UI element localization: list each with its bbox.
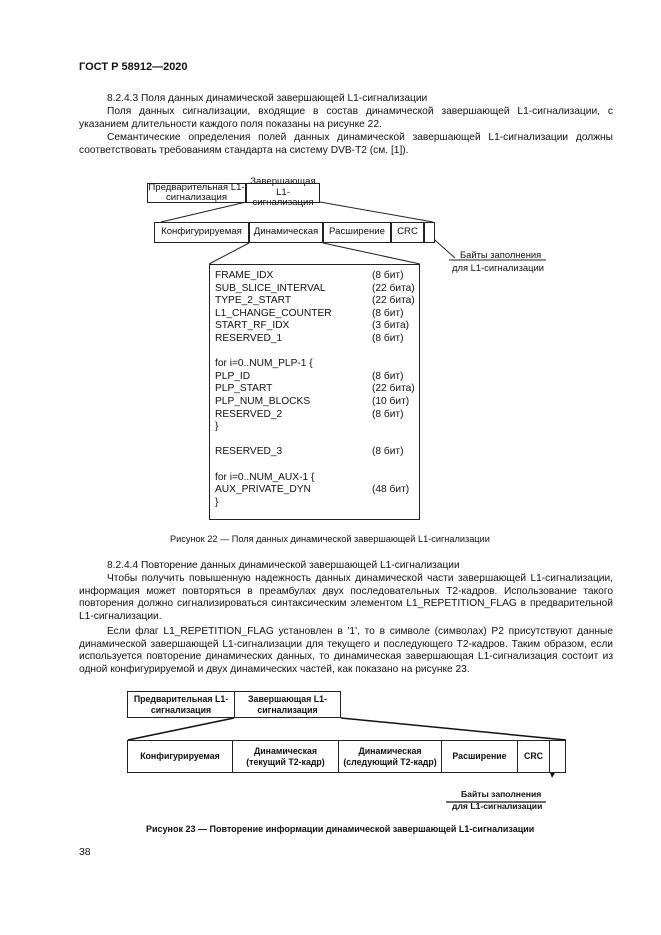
fig22-field-name: }	[215, 496, 219, 508]
fig22-field-name: PLP_NUM_BLOCKS	[215, 396, 311, 407]
fig22-field-bits: (22 бита)	[372, 282, 415, 294]
fig22-field-bits: (8 бит)	[372, 333, 404, 344]
fig23-crc-segment	[517, 740, 550, 773]
fig22-field-bits: (3 бита)	[372, 320, 410, 332]
fig22-field-bits: (10 бит)	[372, 396, 410, 407]
fig23-dynamic-next-segment	[338, 740, 442, 773]
fig23-config-segment	[127, 740, 233, 773]
fig23-crc-label: CRC	[523, 751, 544, 762]
fig22-field-name: for i=0..NUM_PLP-1 {	[215, 358, 313, 370]
fig22-field-name: AUX_PRIVATE_DYN	[215, 484, 311, 496]
fig22-field-name: RESERVED_3	[215, 446, 283, 458]
fig22-field-name: START_RF_IDX	[215, 320, 290, 332]
fig23-dynamic-current-label: Динамическая (текущий Т2-кадр)	[246, 746, 325, 767]
fig22-field-name: L1_CHANGE_COUNTER	[215, 307, 332, 319]
fig23-padding-label-1: Байты заполнения	[461, 789, 542, 799]
fig23-config-label: Конфигурируемая	[140, 751, 220, 762]
fig22-field-name: TYPE_2_START	[215, 295, 292, 307]
fig22-field-bits: (22 бита)	[372, 295, 415, 307]
fig23-pre-signalling-label: Предварительная L1-сигнализация	[133, 694, 229, 715]
fig23-padding-label-2: для L1-сигнализации	[452, 801, 543, 811]
fig23-dynamic-next-label: Динамическая (следующий Т2-кадр)	[343, 746, 437, 767]
fig23-extension-segment	[441, 740, 518, 773]
fig22-padding-label-1: Байты заполнения	[460, 249, 542, 260]
fig23-pre-signalling-box	[127, 691, 235, 718]
fig22-field-bits: (22 бита)	[372, 383, 415, 395]
fig23-padding-segment	[549, 740, 566, 773]
section-title-8-2-4-3: 8.2.4.3 Поля данных динамической завершающей L1-сигнализации	[107, 93, 428, 104]
fig22-padding-label-2: для L1-сигнализации	[452, 262, 544, 273]
fig22-field-name: PLP_START	[215, 383, 273, 395]
fig22-crc-label: CRC	[397, 226, 418, 238]
fig22-field-bits: (8 бит)	[372, 307, 404, 319]
fig22-config-label: Конфигурируемая	[161, 226, 242, 238]
section2-paragraph-2: Если флаг L1_REPETITION_FLAG установлен в '1', то в символе (символах) Р2 присутствуют данные динамической завершающей L1-сигнализации для текущего и последующего Т2-кадров. Таким образом, если используется повторение динамических данных, то динамическая завершающая L1-сигнализация состоит из одной конфигурируемой и двух динамических частей, как показано на рисунке 23.	[79, 626, 613, 675]
document-header: ГОСТ Р 58912—2020	[79, 61, 188, 73]
fig23-extension-label: Расширение	[452, 751, 507, 762]
fig22-field-bits: (48 бит)	[372, 484, 410, 496]
section-title-8-2-4-4: 8.2.4.4 Повторение данных динамической завершающей L1-сигнализации	[107, 560, 460, 571]
fig22-field-bits: (8 бит)	[372, 446, 404, 458]
fig23-post-signalling-box	[234, 691, 341, 718]
fig22-pre-signalling-label: Предварительная L1-сигнализация	[148, 181, 245, 203]
fig22-field-bits: (8 бит)	[372, 370, 404, 382]
fig23-caption: Рисунок 23 — Повторение информации динамической завершающей L1-сигнализации	[146, 824, 535, 834]
fig23-post-signalling-label: Завершающая L1-сигнализация	[248, 694, 327, 715]
fig22-field-bits: (8 бит)	[372, 270, 404, 281]
fig22-field-name: FRAME_IDX	[215, 270, 274, 281]
fig22-field-name: }	[215, 421, 219, 433]
fig22-extension-label: Расширение	[329, 226, 385, 238]
fig22-field-name: PLP_ID	[215, 370, 251, 382]
section1-paragraph-2: Семантические определения полей данных динамической завершающей L1-сигнализации должны соответствовать требованиям стандарта на систему DVB-T2 (см. [1]).	[79, 132, 613, 156]
fig22-post-signalling-label: Завершающая L1-сигнализация	[250, 176, 316, 209]
fig22-field-bits: (8 бит)	[372, 408, 404, 420]
section2-paragraph-1: Чтобы получить повышенную надежность данных динамической части завершающей L1-сигнализации, информация может повторяться в преамбулах двух последовательных Т2-кадров. Использование такого повторения должно сигнализироваться синтаксическим элементом L1_REPETITION_FLAG в предварительной L1-сигнализации.	[79, 573, 613, 622]
fig22-field-name: for i=0..NUM_AUX-1 {	[215, 471, 315, 483]
fig22-field-name: SUB_SLICE_INTERVAL	[215, 282, 326, 294]
page-number: 38	[79, 847, 91, 858]
section1-paragraph-1: Поля данных сигнализации, входящие в состав динамической завершающей L1-сигнализации, с указанием длительности каждого поля показаны на рисунке 22.	[79, 106, 613, 130]
fig22-field-name: RESERVED_2	[215, 408, 283, 420]
fig22-caption: Рисунок 22 — Поля данных динамической завершающей L1-сигнализации	[170, 534, 490, 544]
fig22-dynamic-label: Динамическая	[253, 226, 319, 238]
fig22-field-name: RESERVED_1	[215, 333, 283, 344]
fig23-dynamic-current-segment	[232, 740, 339, 773]
